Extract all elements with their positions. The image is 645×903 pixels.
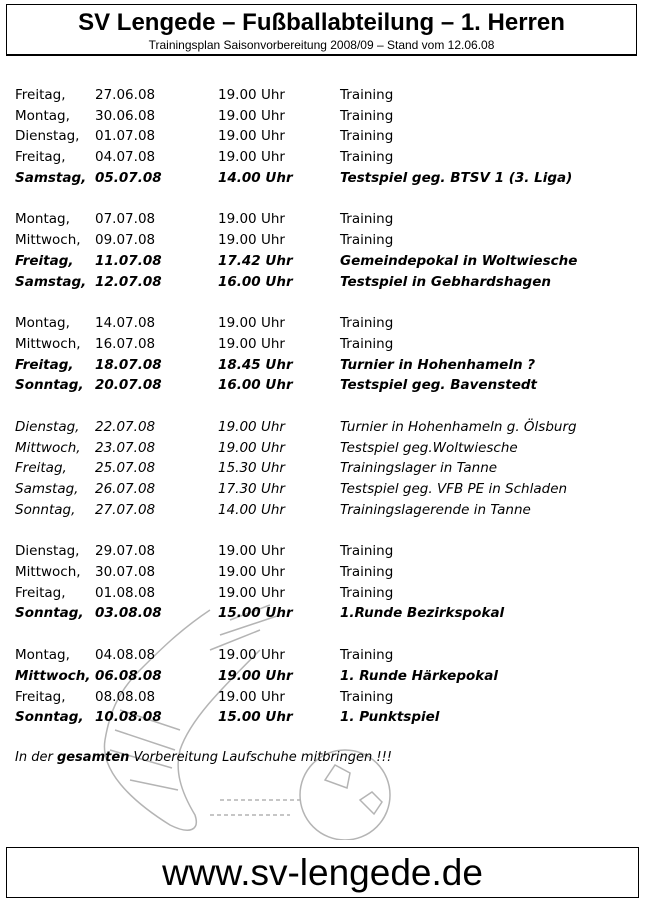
- row-date: 23.07.08: [95, 439, 156, 456]
- row-event: Testspiel geg. Bavenstedt: [340, 377, 537, 394]
- row-time: 18.45 Uhr: [218, 356, 293, 373]
- schedule-row: [15, 666, 635, 687]
- header-box: [6, 4, 637, 56]
- schedule-row: [15, 230, 635, 251]
- row-date: 25.07.08: [95, 460, 156, 477]
- row-time: 16.00 Uhr: [218, 377, 293, 394]
- row-event: Training: [340, 688, 394, 705]
- schedule-row: [15, 147, 635, 168]
- row-date: 22.07.08: [95, 418, 156, 435]
- row-day: Mittwoch,: [15, 564, 81, 581]
- schedule-row: [15, 251, 635, 272]
- note-emphasis: gesamten: [56, 750, 130, 765]
- row-event: 1.Runde Bezirkspokal: [340, 605, 505, 622]
- row-time: 14.00 Uhr: [218, 169, 293, 186]
- row-day: Dienstag,: [15, 543, 80, 560]
- schedule-row: [15, 500, 635, 521]
- row-date: 07.07.08: [95, 211, 156, 228]
- row-day: Montag,: [15, 211, 70, 228]
- row-event: Training: [340, 564, 394, 581]
- row-date: 04.07.08: [95, 149, 156, 166]
- row-date: 01.08.08: [95, 584, 156, 601]
- row-event: Training: [340, 232, 394, 249]
- row-time: 17.30 Uhr: [218, 481, 285, 497]
- row-event: Training: [340, 87, 394, 103]
- schedule-row: [15, 168, 635, 189]
- row-time: 19.00 Uhr: [218, 128, 285, 145]
- row-day: Montag,: [15, 647, 70, 664]
- row-date: 06.08.08: [95, 667, 162, 684]
- row-event: Training: [340, 335, 394, 352]
- row-day: Samstag,: [15, 273, 87, 290]
- schedule-row: [15, 562, 635, 583]
- row-time: 19.00 Uhr: [218, 584, 285, 601]
- row-day: Sonntag,: [15, 709, 84, 726]
- row-date: 03.08.08: [95, 605, 162, 622]
- schedule-row: [15, 707, 635, 728]
- row-time: 14.00 Uhr: [218, 501, 285, 518]
- row-date: 30.07.08: [95, 564, 156, 581]
- row-event: Training: [340, 315, 394, 332]
- page-title: SV Lengede – Fußballabteilung – 1. Herren: [78, 9, 565, 36]
- row-date: 14.07.08: [95, 315, 156, 332]
- row-time: 19.00 Uhr: [218, 87, 285, 103]
- group-spacer: [15, 520, 635, 541]
- row-date: 11.07.08: [95, 252, 162, 269]
- row-time: 19.00 Uhr: [218, 439, 285, 456]
- schedule-row: [15, 645, 635, 666]
- training-schedule: [15, 85, 635, 728]
- row-event: Training: [340, 211, 394, 228]
- row-date: 16.07.08: [95, 335, 156, 352]
- row-date: 04.08.08: [95, 647, 156, 664]
- row-day: Freitag,: [15, 356, 74, 373]
- row-event: Turnier in Hohenhameln g. Ölsburg: [340, 418, 577, 435]
- schedule-row: [15, 375, 635, 396]
- row-date: 05.07.08: [95, 169, 162, 186]
- row-event: Testspiel geg.Woltwiesche: [340, 439, 518, 456]
- row-date: 10.08.08: [95, 709, 162, 726]
- row-time: 19.00 Uhr: [218, 315, 285, 332]
- row-event: Gemeindepokal in Woltwiesche: [340, 252, 578, 269]
- row-time: 15.00 Uhr: [218, 709, 293, 726]
- row-day: Mittwoch,: [15, 439, 81, 456]
- row-day: Sonntag,: [15, 605, 84, 622]
- schedule-row: [15, 334, 635, 355]
- row-day: Sonntag,: [15, 377, 84, 394]
- row-day: Freitag,: [15, 688, 66, 705]
- row-time: 19.00 Uhr: [218, 667, 293, 684]
- schedule-row: [15, 438, 635, 459]
- page-subtitle: Trainingsplan Saisonvorbereitung 2008/09 – Stand vom 12.06.08: [148, 38, 495, 52]
- schedule-row: [15, 355, 635, 376]
- schedule-row: [15, 85, 635, 106]
- row-date: 01.07.08: [95, 128, 156, 145]
- row-date: 29.07.08: [95, 543, 156, 560]
- row-time: 19.00 Uhr: [218, 211, 285, 228]
- schedule-row: [15, 272, 635, 293]
- row-time: 19.00 Uhr: [218, 107, 285, 124]
- row-day: Mittwoch,: [15, 667, 91, 684]
- note-text: [15, 750, 392, 765]
- note-suffix: Vorbereitung Laufschuhe mitbringen !!!: [129, 750, 393, 765]
- schedule-row: [15, 541, 635, 562]
- row-event: Training: [340, 584, 394, 601]
- row-time: 17.42 Uhr: [218, 252, 293, 269]
- row-day: Freitag,: [15, 149, 66, 166]
- row-time: 19.00 Uhr: [218, 647, 285, 664]
- schedule-row: [15, 417, 635, 438]
- row-time: 19.00 Uhr: [218, 564, 285, 581]
- group-spacer: [15, 624, 635, 645]
- row-date: 26.07.08: [95, 481, 156, 497]
- row-day: Freitag,: [15, 87, 66, 103]
- row-day: Sonntag,: [15, 501, 76, 518]
- row-time: 16.00 Uhr: [218, 273, 293, 290]
- schedule-row: [15, 313, 635, 334]
- row-day: Dienstag,: [15, 128, 80, 145]
- group-spacer: [15, 188, 635, 209]
- row-day: Dienstag,: [15, 418, 80, 435]
- row-event: Testspiel geg. VFB PE in Schladen: [340, 481, 568, 497]
- row-event: Testspiel geg. BTSV 1 (3. Liga): [340, 169, 573, 186]
- row-day: Samstag,: [15, 169, 87, 186]
- row-time: 19.00 Uhr: [218, 232, 285, 249]
- row-date: 18.07.08: [95, 356, 162, 373]
- row-day: Freitag,: [15, 460, 67, 477]
- schedule-row: [15, 126, 635, 147]
- note-prefix: In der: [15, 750, 57, 765]
- schedule-row: [15, 458, 635, 479]
- row-event: 1. Runde Härkepokal: [340, 667, 498, 684]
- row-date: 09.07.08: [95, 232, 156, 249]
- row-event: Training: [340, 128, 394, 145]
- row-event: Training: [340, 149, 394, 166]
- row-event: Turnier in Hohenhameln ?: [340, 356, 536, 373]
- schedule-row: [15, 603, 635, 624]
- row-time: 15.00 Uhr: [218, 605, 293, 622]
- row-event: Training: [340, 647, 394, 664]
- row-day: Mittwoch,: [15, 335, 81, 352]
- row-event: Testspiel in Gebhardshagen: [340, 273, 551, 290]
- row-time: 19.00 Uhr: [218, 418, 285, 435]
- row-day: Mittwoch,: [15, 232, 81, 249]
- row-day: Freitag,: [15, 252, 74, 269]
- schedule-row: [15, 106, 635, 127]
- row-date: 27.07.08: [95, 501, 156, 518]
- website-url[interactable]: www.sv-lengede.de: [162, 852, 483, 893]
- row-date: 30.06.08: [95, 107, 156, 124]
- group-spacer: [15, 292, 635, 313]
- row-event: 1. Punktspiel: [340, 709, 440, 726]
- schedule-row: [15, 479, 635, 500]
- schedule-row: [15, 687, 635, 708]
- row-day: Montag,: [15, 107, 70, 124]
- schedule-row: [15, 209, 635, 230]
- row-date: 08.08.08: [95, 688, 156, 705]
- row-time: 19.00 Uhr: [218, 688, 285, 705]
- schedule-row: [15, 583, 635, 604]
- row-time: 15.30 Uhr: [218, 460, 285, 477]
- row-time: 19.00 Uhr: [218, 149, 285, 166]
- row-event: Training: [340, 107, 394, 124]
- row-day: Freitag,: [15, 584, 66, 601]
- row-event: Trainingslagerende in Tanne: [340, 501, 531, 518]
- row-event: Trainingslager in Tanne: [340, 460, 498, 477]
- row-date: 20.07.08: [95, 377, 162, 394]
- group-spacer: [15, 396, 635, 417]
- footer-box: [6, 847, 639, 898]
- row-date: 27.06.08: [95, 87, 156, 103]
- row-day: Montag,: [15, 315, 70, 332]
- row-date: 12.07.08: [95, 273, 162, 290]
- row-event: Training: [340, 543, 394, 560]
- row-day: Samstag,: [15, 481, 79, 497]
- row-time: 19.00 Uhr: [218, 335, 285, 352]
- row-time: 19.00 Uhr: [218, 543, 285, 560]
